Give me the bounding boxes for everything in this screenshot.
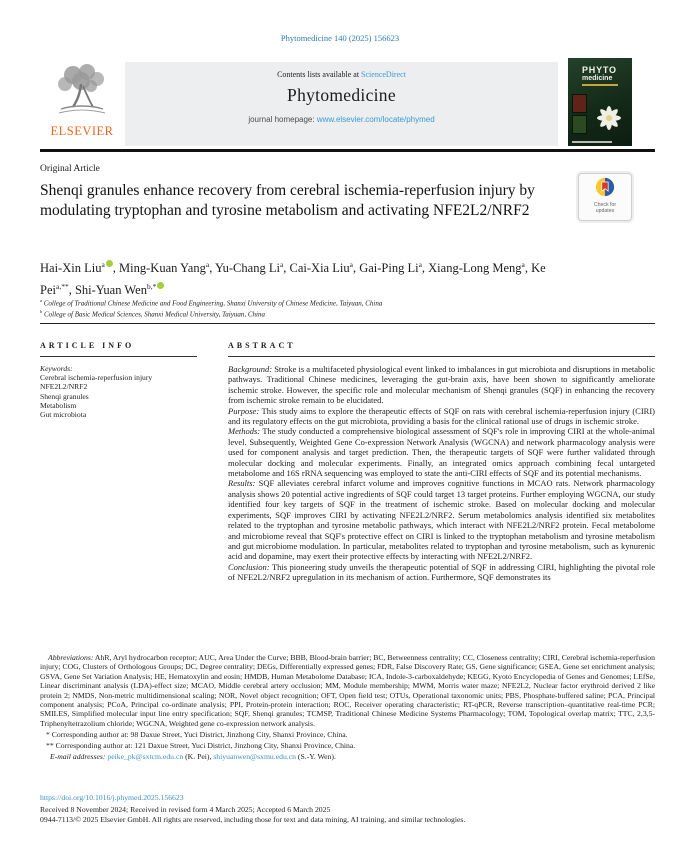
affiliation: $^a$ College of Traditional Chinese Medicine and Food Engineering, Shanxi University of Chinese Medicine, Taiyuan, China: [40, 298, 383, 308]
banner-center: [125, 62, 558, 146]
journal-cover-thumbnail: [568, 58, 632, 146]
email-addresses-line: E-mail addresses: peike_pk@sxtcm.edu.cn (K. Pei), shiyuanwen@sxmu.edu.cn (S.-Y. Wen).: [50, 751, 336, 761]
abbreviations: Abbreviations: AhR, Aryl hydrocarbon receptor; AUC, Area Under the Curve; BBB, Blood-brain barrier; BC, Betweenness centrality; CC, Closeness centrality; CIRI, Cerebral ischemia-reperfusion injury; COG, Clusters of Orthologous Groups; DC, Degree centrality; DEGs, Differentially expressed genes; FDR, False Discovery Rate; GS, Gene significance; GSEA, Gene set enrichment analysis; GSVA, Gene Set Variation Analysis; HE, Hematoxylin and eosin; HMDB, Human Metabolome Database; ICA, Indole-3-carboxaldehyde; KEGG, Kyoto Encyclopedia of Genes and Genomes; LEfSe, Linear discriminant analysis (LDA)-effect size; MCAO, Middle cerebral artery occlusion; MM, Module membership; MWM, Morris water maze; NFE2L2, Nuclear factor erythroid derived 2 like protein 2; NMDS, Non-metric multidimensional scaling; NOR, Novel object recognition; OFT, Open field test; OTUs, Operational taxonomic units; PBS, Phosphate-buffered saline; PCA, Principal component analysis; PCoA, Principal co-ordinate analysis; PPI, Protein-protein interaction; ROC, Receiver operating characteristic; RT-qPCR, Reverse transcription–quantitative real-time PCR; SMILES, Simplified molecular input line entry specification; SQF, Shenqi granules; TCMSP, Traditional Chinese Medicine Systems Pharmacology; TOM, Topological overlap matrix; TTC, 2,3,5-Triphenyltetrazolium chloride; WGCNA, Weighted gene co-expression network analysis.: [40, 653, 655, 728]
author-list: [40, 256, 550, 299]
received-dates: Received 8 November 2024; Received in revised form 4 March 2025; Accepted 6 March 2025: [40, 805, 331, 814]
author: Cai-Xia Liu$^a$,: [289, 260, 360, 276]
author: Yu-Chang Li$^a$,: [215, 260, 290, 276]
abstract-rule: [228, 356, 655, 357]
journal-banner: [40, 62, 655, 146]
elsevier-logo: [40, 62, 124, 146]
cover-footer-line: [572, 141, 612, 143]
sciencedirect-link[interactable]: ScienceDirect: [361, 70, 406, 79]
doi-line: [40, 793, 184, 802]
keyword-item: Cerebral ischemia-reperfusion injury: [40, 373, 153, 383]
crossmark-icon: [595, 177, 615, 197]
cover-thumbnails: [572, 94, 585, 134]
cover-subtitle: medicine: [582, 75, 613, 82]
keyword-item: Metabolism: [40, 400, 77, 410]
corresponding-author-note-1: * Corresponding author at: 98 Daxue Street, Yuci District, Jinzhong City, Shanxi Province, China.: [46, 729, 348, 739]
copyright-line: 0944-7113/© 2025 Elsevier GmbH. All rights are reserved, including those for text and data mining, AI training, and similar technologies.: [40, 815, 466, 824]
orcid-icon[interactable]: [106, 260, 113, 267]
check-updates-badge[interactable]: [578, 173, 632, 221]
keywords-label: Keywords:: [40, 364, 73, 373]
author: Shi-Yuan Wen$^{b,*}$: [75, 283, 164, 297]
footnotes-block: [40, 653, 655, 761]
abstract-paragraph: Conclusion: This pioneering study unveils the therapeutic potential of SQF in addressing CIRI, highlighting the pivotal role of NFE2L2/NRF2 upregulation in its mechanism of action. Furthermore, SQF demonstrates its: [228, 561, 655, 583]
affiliations: [40, 297, 600, 319]
abstract-heading: ABSTRACT: [228, 341, 296, 350]
abstract-paragraph: Purpose: This study aims to explore the therapeutic effects of SQF on rats with cerebral ischemia-reperfusion injury (CIRI) and its regulatory effects on the gut microbiota, providing a basis for the clinical rational use of drugs in ischemic stroke.: [228, 405, 655, 427]
keywords-block: [40, 364, 210, 419]
banner-divider-rule: [40, 149, 655, 152]
article-info-heading: ARTICLE INFO: [40, 341, 135, 350]
author: Xiang-Long Meng$^a$,: [428, 260, 532, 276]
abstract-paragraph: Background: Stroke is a multifaceted physiological event linked to imbalances in gut microbiota and disruptions in metabolic pathways. Traditional Chinese medicines, leveraging the gut-brain axis, have been shown to significantly ameliorate ischemic stroke. However, the specific role and molecular mechanism of Shenqi granules (SQF) in enhancing the recovery from ischemic stroke remain to be elucidated.: [228, 364, 655, 406]
journal-homepage-link[interactable]: www.elsevier.com/locate/phymed: [316, 115, 435, 124]
article-type-label: Original Article: [40, 164, 100, 174]
homepage-line: journal homepage: www.elsevier.com/locate/phymed: [248, 115, 435, 124]
affiliation: $^b$ College of Basic Medical Sciences, Shanxi Medical University, Taiyuan, China: [40, 308, 265, 319]
keyword-item: Gut microbiota: [40, 410, 87, 420]
flower-icon: [588, 95, 630, 141]
title-section-divider: [40, 323, 655, 324]
author: Ke Pei$^{a,**}$,: [40, 261, 546, 297]
abstract-body: [228, 364, 655, 583]
page-header-citation: Phytomedicine 140 (2025) 156623: [280, 33, 400, 43]
doi-link[interactable]: https://doi.org/10.1016/j.phymed.2025.156623: [40, 793, 184, 802]
keyword-item: Shenqi granules: [40, 391, 89, 401]
contents-line: Contents lists available at ScienceDirect: [277, 70, 406, 79]
corresponding-author-note-2: ** Corresponding author at: 121 Daxue Street, Yuci District, Jinzhong City, Shanxi Province, China.: [46, 740, 356, 750]
email-link-wen[interactable]: shiyuanwen@sxmu.edu.cn: [213, 751, 296, 761]
orcid-icon[interactable]: [157, 282, 164, 289]
elsevier-wordmark: ELSEVIER: [50, 124, 114, 138]
abstract-paragraph: Results: SQF alleviates cerebral infarct volume and improves cognitive functions in MCAO rats. Network pharmacology analysis shows 20 potential active ingredients of SQF could target 13 target proteins. Further employing WGCNA, our study identified four key targets of SQF in the treatment of ischemic stroke. Based on molecular docking and molecular experiments, SQF improves CIRI by activating NFE2L2/NRF2. Serum metabolomics analysis identified six metabolites related to the tryptophan and tyrosine metabolic pathways, which interact with NFE2L2/NRF2 protein. Fecal metabolome and microbiome reveal that SQF's protective effect on CIRI is linked to the tryptophan metabolism and tyrosine metabolism and gut microbiome modulation. In particular, metabolites related to tryptophan and tyrosine metabolism, such as kynurenic acid and dopamine, may exert their protective effects by interacting with NFE2L2/NRF2.: [228, 478, 655, 562]
author: Gai-Ping Li$^a$,: [359, 260, 429, 276]
cover-thumb-red: [572, 94, 587, 113]
email-link-pei[interactable]: peike_pk@sxtcm.edu.cn: [107, 751, 184, 761]
elsevier-tree-icon: [53, 62, 111, 118]
journal-name: Phytomedicine: [287, 85, 396, 105]
article-title: Shenqi granules enhance recovery from cerebral ischemia-reperfusion injury by modulating tryptophan and tyrosine metabolism and activating NFE2L2/NRF2: [40, 182, 535, 219]
author: Hai-Xin Liu$^a$ ,: [40, 260, 120, 276]
abstract-paragraph: Methods: The study conducted a comprehensive biological assessment of SQF's role in improving CIRI at the whole-animal level. Subsequently, Weighted Gene Co-expression Network Analysis (WGCNA) and network pharmacology analysis were used for component analysis and target prediction. Then, the therapeutic targets of SQF were further validated through molecular docking and molecular experiments. Finally, an integrated omics approach combining fecal untargeted metabolome and 16S rRNA sequencing was employed to state the anti-CIRI effects of SQF and its potential mechanisms.: [228, 426, 655, 479]
cover-subtitle-line: [582, 84, 618, 86]
article-info-rule: [40, 356, 197, 357]
cover-thumb-green: [572, 115, 587, 134]
author: Ming-Kuan Yang$^a$,: [119, 260, 215, 276]
check-updates-label: Check for updates: [593, 202, 617, 214]
keyword-item: NFE2L2/NRF2: [40, 382, 88, 392]
cover-title: PHYTO: [582, 65, 617, 75]
